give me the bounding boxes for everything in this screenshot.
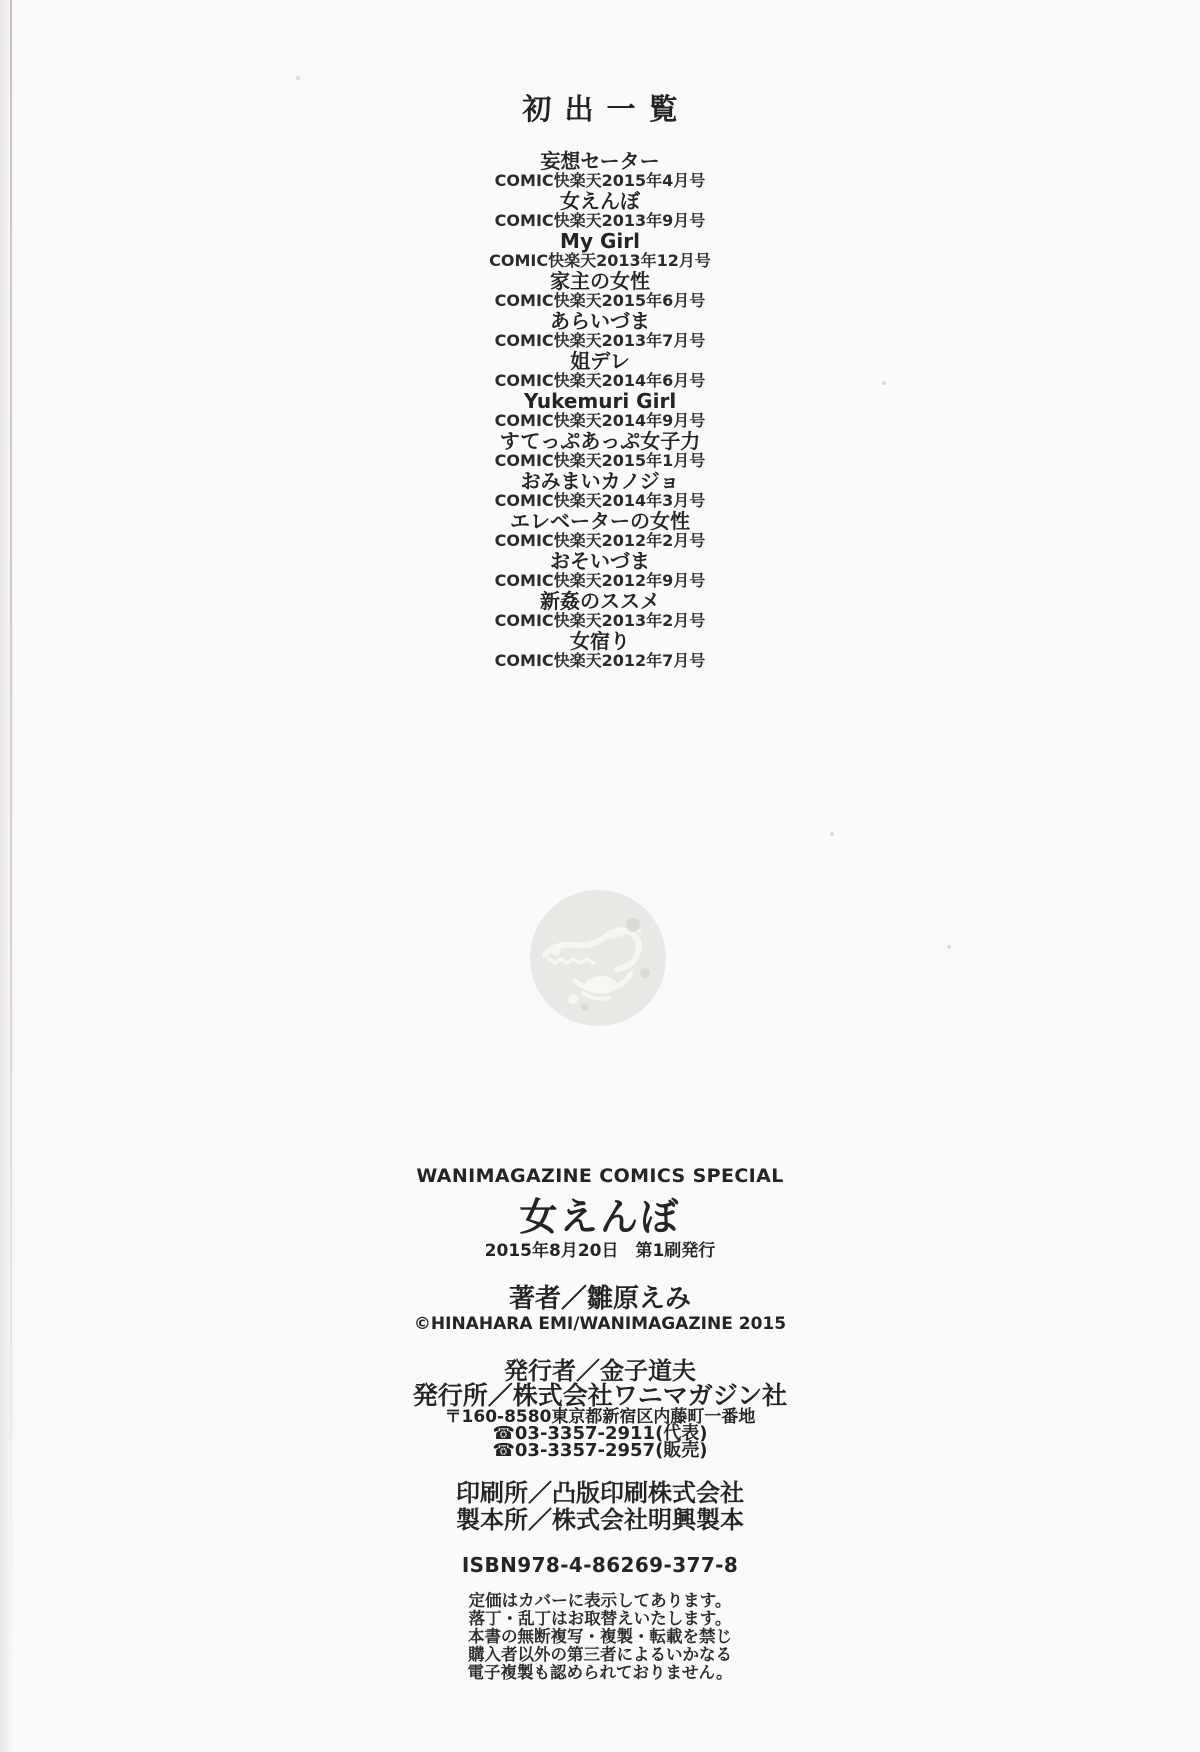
list-item — [0, 430, 1200, 470]
chapter-title: Yukemuri Girl — [523, 389, 677, 413]
chapter-title: おそいづま — [550, 549, 650, 573]
list-item — [0, 470, 1200, 510]
chapter-source: COMIC快楽天2015年4月号 — [494, 171, 706, 190]
phone-sales: ☎03-3357-2957(販売) — [492, 1440, 708, 1461]
list-item — [0, 230, 1200, 270]
chapter-source: COMIC快楽天2013年9月号 — [494, 211, 706, 230]
publication-list — [0, 150, 1200, 670]
chapter-title: 女えんぼ — [560, 189, 640, 213]
chapter-source: COMIC快楽天2015年6月号 — [494, 291, 706, 310]
dust-speck — [830, 832, 834, 836]
list-item — [0, 190, 1200, 230]
list-item — [0, 590, 1200, 630]
chapter-source: COMIC快楽天2014年9月号 — [494, 411, 706, 430]
dust-speck — [296, 76, 300, 80]
chapter-title: おみまいカノジョ — [520, 469, 680, 493]
colophon-section — [0, 1164, 1200, 1682]
chapter-source: COMIC快楽天2012年7月号 — [494, 651, 706, 670]
chapter-source: COMIC快楽天2013年2月号 — [494, 611, 706, 630]
chapter-title: 家主の女性 — [550, 269, 650, 293]
list-item — [0, 550, 1200, 590]
page-title: 初出一覧 — [522, 92, 691, 126]
phone-main: ☎03-3357-2911(代表) — [492, 1423, 708, 1444]
chapter-source: COMIC快楽天2014年6月号 — [494, 371, 706, 390]
legal-note: 本書の無断複写・複製・転載を禁じ — [468, 1627, 732, 1646]
chapter-title: すてっぷあっぷ女子力 — [499, 429, 701, 453]
chapter-title: エレベーターの女性 — [510, 509, 690, 533]
chapter-title: 妄想セーター — [540, 149, 660, 173]
chapter-title: 女宿り — [570, 629, 630, 653]
list-item — [0, 270, 1200, 310]
legal-note: 落丁・乱丁はお取替えいたします。 — [468, 1609, 732, 1628]
list-item — [0, 510, 1200, 550]
chapter-source: COMIC快楽天2015年1月号 — [494, 451, 706, 470]
chapter-source: COMIC快楽天2013年7月号 — [494, 331, 706, 350]
publication-list-section — [0, 92, 1200, 670]
chapter-source: COMIC快楽天2013年12月号 — [489, 251, 711, 270]
chapter-title: My Girl — [560, 229, 640, 253]
list-item — [0, 630, 1200, 670]
legal-notes — [0, 1592, 1200, 1682]
chapter-source: COMIC快楽天2014年3月号 — [494, 491, 706, 510]
legal-note: 電子複製も認められておりません。 — [467, 1663, 733, 1682]
list-item — [0, 390, 1200, 430]
chapter-title: あらいづま — [550, 309, 650, 333]
list-item — [0, 310, 1200, 350]
book-title: 女えんぼ — [519, 1195, 681, 1239]
chapter-title: 新姦のススメ — [540, 589, 660, 613]
publisher-person-line: 発行者／金子道夫 — [504, 1357, 696, 1385]
binder-line: 製本所／株式会社明興製本 — [456, 1506, 744, 1534]
crocodile-logo-watermark-icon — [529, 889, 667, 1027]
list-item — [0, 150, 1200, 190]
isbn: ISBN978-4-86269-377-8 — [461, 1553, 739, 1577]
chapter-source: COMIC快楽天2012年9月号 — [494, 571, 706, 590]
publisher-company-line: 発行所／株式会社ワニマガジン社 — [412, 1381, 788, 1410]
copyright-line: ©HINAHARA EMI/WANIMAGAZINE 2015 — [413, 1314, 787, 1334]
chapter-source: COMIC快楽天2012年2月号 — [494, 531, 706, 550]
list-item — [0, 350, 1200, 390]
dust-speck — [947, 945, 951, 949]
imprint-label: WANIMAGAZINE COMICS SPECIAL — [416, 1165, 784, 1187]
legal-note: 定価はカバーに表示してあります。 — [468, 1591, 732, 1610]
publisher-address: 〒160-8580東京都新宿区内藤町一番地 — [444, 1407, 756, 1427]
chapter-title: 姐デレ — [570, 349, 630, 373]
print-date: 2015年8月20日 第1刷発行 — [484, 1241, 716, 1261]
printer-line: 印刷所／凸版印刷株式会社 — [456, 1479, 744, 1507]
legal-note: 購入者以外の第三者によるいかなる — [468, 1645, 732, 1664]
author-line: 著者／雛原えみ — [508, 1284, 691, 1314]
